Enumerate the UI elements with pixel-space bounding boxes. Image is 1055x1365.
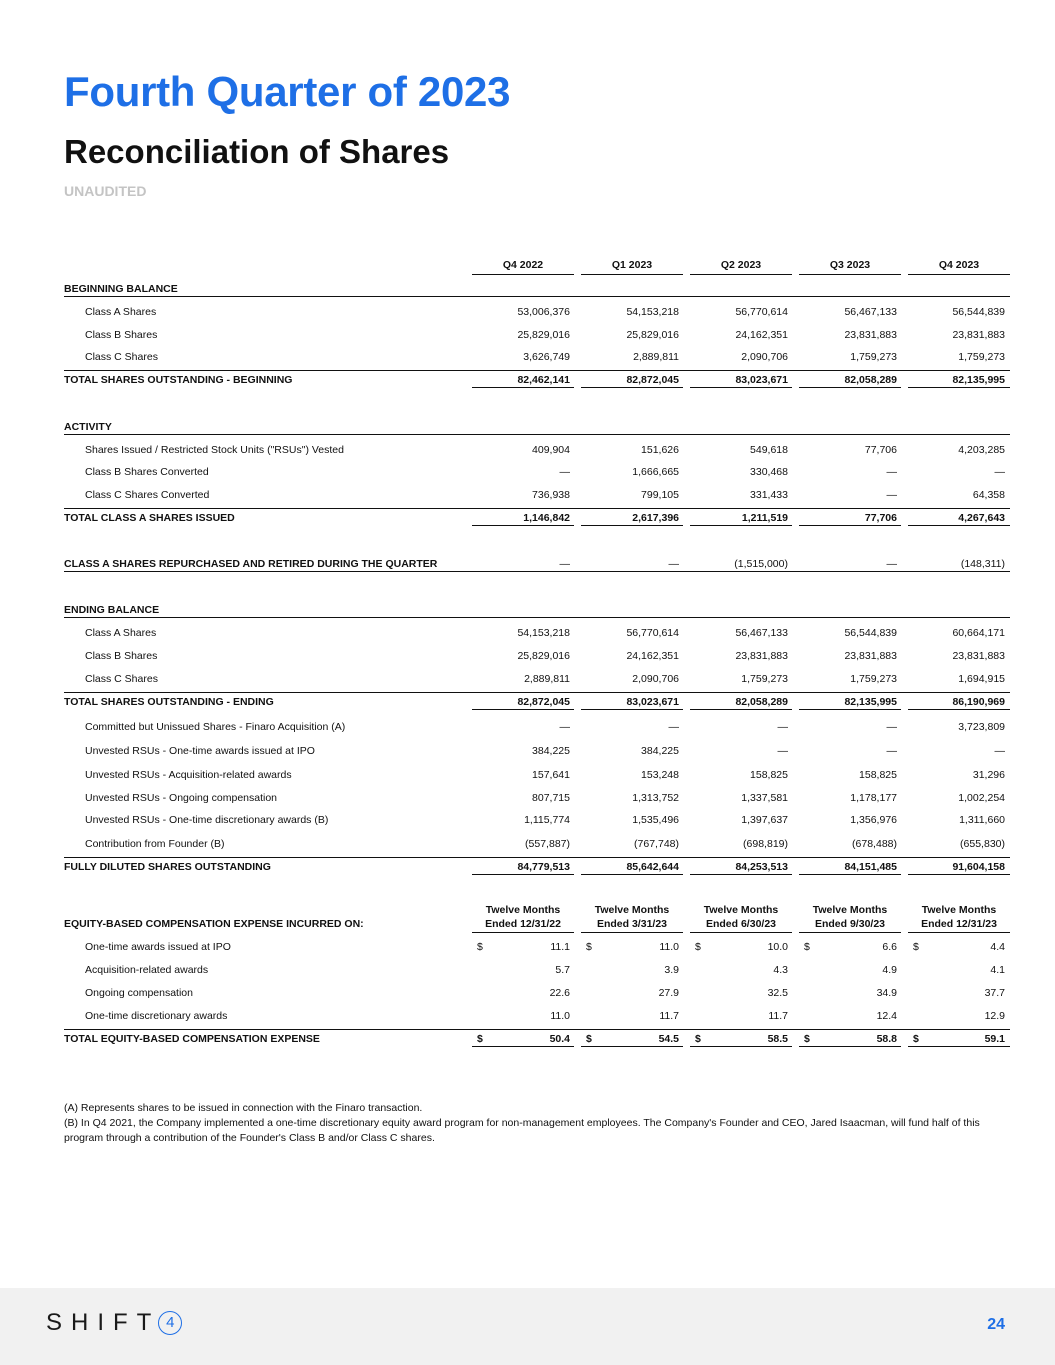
row-label: Unvested RSUs - One-time discretionary awards (B) [85, 814, 329, 826]
column-header: Q1 2023 [611, 259, 653, 271]
total-bottom-rule [908, 525, 1010, 526]
row-label: BEGINNING BALANCE [64, 283, 178, 295]
cell-value: 736,938 [532, 489, 570, 501]
expense-value: 4.1 [990, 964, 1005, 976]
expense-value: 12.9 [984, 1010, 1005, 1022]
cell-value: 549,618 [750, 444, 788, 456]
expense-column-line2: Ended 3/31/23 [596, 918, 668, 930]
page-subtitle: Reconciliation of Shares [64, 133, 450, 170]
cell-value: 158,825 [750, 769, 788, 781]
row-underline [64, 571, 1010, 572]
cell-value: 4,267,643 [958, 512, 1005, 524]
expense-column-header [799, 903, 901, 931]
cell-value: 24,162,351 [626, 650, 679, 662]
expense-column-line1: Twelve Months [921, 904, 997, 916]
expense-value: 5.7 [555, 964, 570, 976]
cell-value: 82,135,995 [844, 696, 897, 708]
table-row [0, 858, 1055, 880]
table-row [0, 624, 1055, 646]
row-label: ENDING BALANCE [64, 604, 160, 616]
cell-value: 23,831,883 [735, 650, 788, 662]
cell-value: (1,515,000) [734, 558, 788, 570]
cell-value: 1,115,774 [524, 814, 570, 826]
total-bottom-rule [472, 874, 574, 875]
cell-value: (678,488) [852, 838, 897, 850]
expense-total-bottom-rule [581, 1046, 683, 1047]
row-label: TOTAL CLASS A SHARES ISSUED [64, 512, 235, 524]
shift4-logo [46, 1310, 182, 1336]
expense-value: 27.9 [658, 987, 679, 999]
expense-column-line1: Twelve Months [703, 904, 779, 916]
cell-value: — [559, 466, 570, 478]
currency-symbol: $ [695, 941, 701, 953]
column-header-underline [799, 274, 901, 275]
cell-value: 1,535,496 [632, 814, 679, 826]
row-label: Committed but Unissued Shares - Finaro Acquisition (A) [85, 721, 346, 733]
cell-value: 82,462,141 [517, 374, 570, 386]
expense-value: 4.3 [773, 964, 788, 976]
cell-value: 84,253,513 [735, 861, 788, 873]
table-row [0, 670, 1055, 692]
expense-total-value: 58.5 [767, 1033, 788, 1045]
cell-value: 2,889,811 [633, 351, 679, 363]
total-bottom-rule [908, 874, 1010, 875]
section-underline [64, 617, 1010, 618]
cell-value: 83,023,671 [735, 374, 788, 386]
total-bottom-rule [472, 387, 574, 388]
column-header-underline [581, 274, 683, 275]
cell-value: (557,887) [525, 838, 570, 850]
cell-value: 409,904 [532, 444, 570, 456]
section-underline [64, 434, 1010, 435]
table-row [0, 509, 1055, 531]
cell-value: 158,825 [859, 769, 897, 781]
row-label: TOTAL SHARES OUTSTANDING - BEGINNING [64, 374, 293, 386]
total-bottom-rule [799, 709, 901, 710]
cell-value: 384,225 [641, 745, 679, 757]
expense-header-underline [799, 932, 901, 933]
total-bottom-rule [581, 874, 683, 875]
table-row [0, 441, 1055, 463]
total-bottom-rule [581, 525, 683, 526]
cell-value: 1,337,581 [741, 792, 788, 804]
expense-row-label: Ongoing compensation [85, 987, 193, 999]
expense-total-bottom-rule [908, 1046, 1010, 1047]
table-row [0, 555, 1055, 577]
total-bottom-rule [908, 387, 1010, 388]
expense-row-label: One-time awards issued at IPO [85, 941, 231, 953]
table-row [0, 280, 1055, 302]
expense-value: 10.0 [767, 941, 788, 953]
expense-column-line2: Ended 9/30/23 [814, 918, 886, 930]
cell-value: 83,023,671 [626, 696, 679, 708]
expense-value: 3.9 [664, 964, 679, 976]
cell-value: 23,831,883 [844, 650, 897, 662]
cell-value: 2,889,811 [524, 673, 570, 685]
cell-value: 23,831,883 [952, 329, 1005, 341]
currency-symbol: $ [913, 1033, 919, 1045]
cell-value: — [886, 489, 897, 501]
expense-total-bottom-rule [799, 1046, 901, 1047]
row-label: ACTIVITY [64, 421, 112, 433]
cell-value: — [777, 745, 788, 757]
expense-total-value: 58.8 [876, 1033, 897, 1045]
cell-value: 1,759,273 [741, 673, 788, 685]
table-row [0, 486, 1055, 508]
total-bottom-rule [799, 874, 901, 875]
cell-value: 31,296 [972, 769, 1005, 781]
cell-value: 25,829,016 [626, 329, 679, 341]
cell-value: 3,626,749 [523, 351, 570, 363]
cell-value: — [886, 721, 897, 733]
cell-value: 56,544,839 [844, 627, 897, 639]
table-row [0, 418, 1055, 440]
cell-value: — [886, 558, 897, 570]
total-bottom-rule [799, 525, 901, 526]
column-header: Q4 2023 [938, 259, 980, 271]
cell-value: 77,706 [864, 512, 897, 524]
page-title: Fourth Quarter of 2023 [64, 68, 511, 115]
table-row [0, 647, 1055, 669]
expense-value: 32.5 [767, 987, 788, 999]
expense-total-bottom-rule [690, 1046, 792, 1047]
cell-value: 1,759,273 [850, 673, 897, 685]
expense-value: 37.7 [984, 987, 1005, 999]
expense-total-value: 59.1 [984, 1033, 1005, 1045]
logo-circle-digit: 4 [158, 1311, 182, 1335]
column-header: Q4 2022 [502, 259, 544, 271]
expense-column-line1: Twelve Months [485, 904, 561, 916]
cell-value: 82,058,289 [735, 696, 788, 708]
table-row [0, 742, 1055, 764]
cell-value: 153,248 [641, 769, 679, 781]
expense-row [0, 961, 1055, 983]
cell-value: 799,105 [641, 489, 679, 501]
expense-total-value: 50.4 [549, 1033, 570, 1045]
expense-value: 6.6 [882, 941, 897, 953]
expense-value: 11.0 [659, 941, 679, 953]
unaudited-label: UNAUDITED [64, 183, 147, 199]
cell-value: 64,358 [972, 489, 1005, 501]
expense-value: 34.9 [876, 987, 897, 999]
cell-value: — [668, 721, 679, 733]
cell-value: 1,666,665 [632, 466, 679, 478]
cell-value: 2,090,706 [632, 673, 679, 685]
currency-symbol: $ [804, 941, 810, 953]
expense-column-line2: Ended 12/31/22 [485, 918, 561, 930]
cell-value: 384,225 [532, 745, 570, 757]
cell-value: 330,468 [750, 466, 788, 478]
total-top-rule [64, 692, 1010, 693]
row-label: Unvested RSUs - One-time awards issued at IPO [85, 745, 315, 757]
cell-value: 86,190,969 [952, 696, 1005, 708]
cell-value: 1,397,637 [741, 814, 788, 826]
row-label: Class A Shares [85, 627, 157, 639]
cell-value: 1,313,752 [632, 792, 679, 804]
currency-symbol: $ [804, 1033, 810, 1045]
expense-total-label: TOTAL EQUITY-BASED COMPENSATION EXPENSE [64, 1033, 320, 1045]
total-bottom-rule [472, 525, 574, 526]
cell-value: 91,604,158 [952, 861, 1005, 873]
expense-column-line1: Twelve Months [594, 904, 670, 916]
cell-value: — [886, 466, 897, 478]
expense-column-line1: Twelve Months [812, 904, 888, 916]
cell-value: — [994, 466, 1005, 478]
cell-value: 157,641 [532, 769, 570, 781]
expense-row-label: One-time discretionary awards [85, 1010, 228, 1022]
table-row [0, 766, 1055, 788]
table-row [0, 693, 1055, 715]
expense-column-header [581, 903, 683, 931]
footnote-a: (A) Represents shares to be issued in connection with the Finaro transaction. [64, 1102, 423, 1114]
row-label: Class B Shares [85, 650, 158, 662]
cell-value: (655,830) [960, 838, 1005, 850]
cell-value: 25,829,016 [517, 329, 570, 341]
logo-wordmark: SHIFT [46, 1309, 161, 1336]
cell-value: — [777, 721, 788, 733]
cell-value: (148,311) [960, 558, 1005, 570]
row-label: Class C Shares [85, 673, 158, 685]
total-top-rule [64, 370, 1010, 371]
total-bottom-rule [472, 709, 574, 710]
cell-value: 1,694,915 [958, 673, 1005, 685]
table-row [0, 303, 1055, 325]
cell-value: — [559, 721, 570, 733]
currency-symbol: $ [913, 941, 919, 953]
expense-value: 22.6 [549, 987, 570, 999]
currency-symbol: $ [477, 941, 483, 953]
cell-value: — [559, 558, 570, 570]
cell-value: 3,723,809 [958, 721, 1005, 733]
total-bottom-rule [908, 709, 1010, 710]
cell-value: 2,617,396 [632, 512, 679, 524]
row-label: Class C Shares [85, 351, 158, 363]
cell-value: 151,626 [641, 444, 679, 456]
table-row [0, 718, 1055, 740]
cell-value: 1,759,273 [850, 351, 897, 363]
expense-row [0, 984, 1055, 1006]
row-label: Shares Issued / Restricted Stock Units ("RSUs") Vested [85, 444, 344, 456]
total-bottom-rule [581, 387, 683, 388]
cell-value: 2,090,706 [741, 351, 788, 363]
expense-value: 11.0 [550, 1010, 570, 1022]
cell-value: 82,135,995 [952, 374, 1005, 386]
currency-symbol: $ [586, 1033, 592, 1045]
expense-value: 11.1 [550, 941, 570, 953]
row-label: CLASS A SHARES REPURCHASED AND RETIRED DURING THE QUARTER [64, 558, 438, 570]
cell-value: 54,153,218 [517, 627, 570, 639]
expense-value: 4.4 [990, 941, 1005, 953]
section-underline [64, 296, 1010, 297]
expense-value: 4.9 [882, 964, 897, 976]
row-label: Unvested RSUs - Ongoing compensation [85, 792, 278, 804]
row-label: Class C Shares Converted [85, 489, 210, 501]
expense-total-row [0, 1030, 1055, 1052]
cell-value: 84,779,513 [517, 861, 570, 873]
expense-header-underline [472, 932, 574, 933]
cell-value: 1,211,519 [741, 512, 788, 524]
expense-row-label: Acquisition-related awards [85, 964, 209, 976]
total-bottom-rule [690, 874, 792, 875]
column-header-underline [908, 274, 1010, 275]
expense-total-bottom-rule [472, 1046, 574, 1047]
cell-value: 82,872,045 [517, 696, 570, 708]
expense-column-line2: Ended 6/30/23 [705, 918, 777, 930]
expense-column-line2: Ended 12/31/23 [921, 918, 997, 930]
cell-value: 60,664,171 [952, 627, 1005, 639]
cell-value: 56,467,133 [844, 306, 897, 318]
cell-value: 82,872,045 [626, 374, 679, 386]
total-bottom-rule [690, 709, 792, 710]
expense-column-header [472, 903, 574, 931]
table-row [0, 789, 1055, 811]
cell-value: — [886, 745, 897, 757]
cell-value: 1,146,842 [523, 512, 570, 524]
column-header: Q2 2023 [720, 259, 762, 271]
cell-value: 84,151,485 [844, 861, 897, 873]
cell-value: 25,829,016 [517, 650, 570, 662]
total-bottom-rule [799, 387, 901, 388]
cell-value: 1,759,273 [958, 351, 1005, 363]
cell-value: 56,544,839 [952, 306, 1005, 318]
cell-value: 56,467,133 [735, 627, 788, 639]
expense-heading: EQUITY-BASED COMPENSATION EXPENSE INCURRED ON: [64, 918, 364, 930]
cell-value: 1,356,976 [850, 814, 897, 826]
table-row [0, 835, 1055, 857]
row-label: FULLY DILUTED SHARES OUTSTANDING [64, 861, 271, 873]
row-label: Contribution from Founder (B) [85, 838, 225, 850]
expense-value: 11.7 [659, 1010, 679, 1022]
expense-header-underline [581, 932, 683, 933]
footnote-b: (B) In Q4 2021, the Company implemented a one-time discretionary equity award program for non-management employees. The Company's Founder and CEO, Jared Isaacman, will fund half of this program through a contribution of the Founder's Class B and/or Class C shares. [64, 1117, 980, 1144]
column-header: Q3 2023 [829, 259, 871, 271]
column-header-underline [690, 274, 792, 275]
row-label: Class B Shares [85, 329, 158, 341]
cell-value: 82,058,289 [844, 374, 897, 386]
expense-header-underline [690, 932, 792, 933]
cell-value: 4,203,285 [958, 444, 1005, 456]
table-row [0, 371, 1055, 393]
cell-value: (698,819) [743, 838, 788, 850]
page-number: 24 [987, 1316, 1005, 1333]
total-bottom-rule [581, 709, 683, 710]
expense-row [0, 938, 1055, 960]
cell-value: 85,642,644 [626, 861, 679, 873]
cell-value: 24,162,351 [735, 329, 788, 341]
cell-value: 53,006,376 [517, 306, 570, 318]
row-label: Class B Shares Converted [85, 466, 209, 478]
expense-header-underline [908, 932, 1010, 933]
table-row [0, 601, 1055, 623]
total-bottom-rule [690, 525, 792, 526]
cell-value: — [668, 558, 679, 570]
expense-value: 11.7 [768, 1010, 788, 1022]
row-label: Unvested RSUs - Acquisition-related awards [85, 769, 292, 781]
cell-value: 23,831,883 [952, 650, 1005, 662]
cell-value: 1,311,660 [959, 814, 1005, 826]
cell-value: 54,153,218 [626, 306, 679, 318]
total-top-rule [64, 508, 1010, 509]
expense-total-value: 54.5 [658, 1033, 679, 1045]
cell-value: 1,002,254 [958, 792, 1005, 804]
currency-symbol: $ [586, 941, 592, 953]
column-header-underline [472, 274, 574, 275]
expense-row [0, 1007, 1055, 1029]
cell-value: 23,831,883 [844, 329, 897, 341]
table-row [0, 348, 1055, 370]
currency-symbol: $ [695, 1033, 701, 1045]
cell-value: — [994, 745, 1005, 757]
cell-value: 1,178,177 [850, 792, 897, 804]
total-top-rule [64, 857, 1010, 858]
expense-column-header [908, 903, 1010, 931]
expense-value: 12.4 [876, 1010, 897, 1022]
table-row [0, 326, 1055, 348]
cell-value: 77,706 [864, 444, 897, 456]
cell-value: 331,433 [750, 489, 788, 501]
table-row [0, 811, 1055, 833]
cell-value: 56,770,614 [626, 627, 679, 639]
row-label: TOTAL SHARES OUTSTANDING - ENDING [64, 696, 274, 708]
expense-column-header [690, 903, 792, 931]
row-label: Class A Shares [85, 306, 157, 318]
total-bottom-rule [690, 387, 792, 388]
cell-value: 807,715 [532, 792, 570, 804]
currency-symbol: $ [477, 1033, 483, 1045]
cell-value: (767,748) [634, 838, 679, 850]
cell-value: 56,770,614 [735, 306, 788, 318]
table-row [0, 463, 1055, 485]
